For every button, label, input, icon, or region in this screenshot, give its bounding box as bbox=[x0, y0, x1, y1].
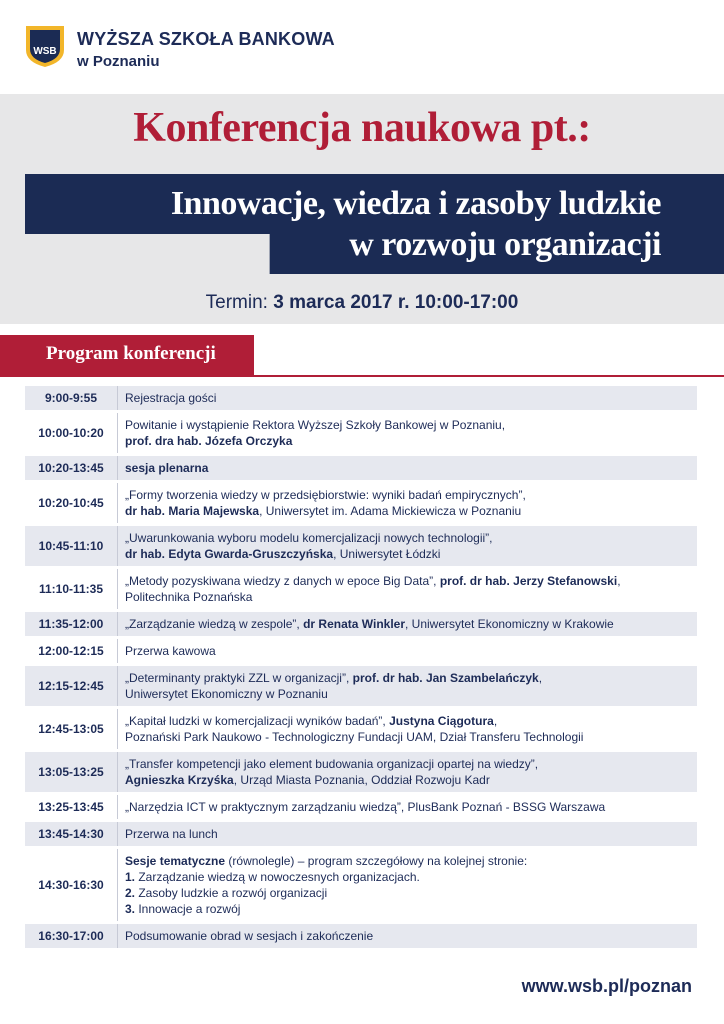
schedule-time: 12:15-12:45 bbox=[25, 666, 118, 706]
schedule-row bbox=[25, 795, 697, 819]
schedule-time: 13:05-13:25 bbox=[25, 752, 118, 792]
schedule-row bbox=[25, 849, 697, 921]
schedule-time: 10:20-13:45 bbox=[25, 456, 118, 480]
schedule-description: „Narzędzia ICT w praktycznym zarządzaniu wiedzą”, PlusBank Poznań - BSSG Warszawa bbox=[125, 800, 606, 814]
schedule-time: 12:00-12:15 bbox=[25, 639, 118, 663]
date-label: Termin: bbox=[205, 292, 268, 313]
schedule-description: Powitanie i wystąpienie Rektora Wyższej Szkoły Bankowej w Poznaniu, prof. dra hab. Józefa Orczyka bbox=[125, 418, 506, 448]
schedule-description: „Metody pozyskiwana wiedzy z danych w epoce Big Data”, prof. dr hab. Jerzy Stefanowski, Politechnika Poznańska bbox=[125, 574, 621, 604]
schedule-time: 11:35-12:00 bbox=[25, 612, 118, 636]
logo-text: WSB bbox=[33, 46, 57, 57]
schedule-row bbox=[25, 752, 697, 792]
schedule-time: 10:45-11:10 bbox=[25, 526, 118, 566]
schedule-time: 14:30-16:30 bbox=[25, 849, 118, 921]
program-divider bbox=[0, 375, 724, 377]
schedule-time: 10:00-10:20 bbox=[25, 413, 118, 453]
schedule-description: „Uwarunkowania wyboru modelu komercjalizacji nowych technologii”, dr hab. Edyta Gwarda-Gruszczyńska, Uniwersytet Łódzki bbox=[125, 531, 493, 561]
schedule-description: Podsumowanie obrad w sesjach i zakończenie bbox=[125, 929, 374, 943]
schedule-row bbox=[25, 612, 697, 636]
program-heading: Program konferencji bbox=[46, 343, 216, 364]
footer-url[interactable]: www.wsb.pl/poznan bbox=[521, 976, 692, 996]
date-value: 3 marca 2017 r. 10:00-17:00 bbox=[273, 292, 519, 313]
schedule-row bbox=[25, 526, 697, 566]
schedule-description: Przerwa na lunch bbox=[125, 827, 218, 841]
schedule-time: 12:45-13:05 bbox=[25, 709, 118, 749]
conference-title: Konferencja naukowa pt.: bbox=[133, 105, 591, 151]
conference-date bbox=[0, 292, 724, 314]
schedule-row bbox=[25, 639, 697, 663]
schedule-row bbox=[25, 413, 697, 453]
school-name: WYŻSZA SZKOŁA BANKOWA bbox=[77, 29, 335, 49]
schedule-row bbox=[25, 483, 697, 523]
schedule-row bbox=[25, 456, 697, 480]
schedule-row bbox=[25, 822, 697, 846]
schedule-time: 11:10-11:35 bbox=[25, 569, 118, 609]
schedule-row bbox=[25, 924, 697, 948]
schedule-time: 13:25-13:45 bbox=[25, 795, 118, 819]
schedule-time: 9:00-9:55 bbox=[25, 386, 118, 410]
schedule-description: „Formy tworzenia wiedzy w przedsiębiorstwie: wyniki badań empirycznych”, dr hab. Maria Majewska, Uniwersytet im. Adama Mickiewicza w Poznaniu bbox=[125, 488, 526, 518]
wsb-logo bbox=[24, 24, 66, 68]
schedule-time: 16:30-17:00 bbox=[25, 924, 118, 948]
schedule-row bbox=[25, 386, 697, 410]
schedule-row bbox=[25, 709, 697, 749]
schedule-description: „Zarządzanie wiedzą w zespole”, dr Renata Winkler, Uniwersytet Ekonomiczny w Krakowie bbox=[125, 617, 614, 631]
schedule-time: 10:20-10:45 bbox=[25, 483, 118, 523]
schedule-description: Rejestracja gości bbox=[125, 391, 217, 405]
conference-subtitle-line2: w rozwoju organizacji bbox=[349, 226, 661, 263]
schedule-table bbox=[25, 386, 697, 951]
schedule-description: Sesje tematyczne (równolegle) – program szczegółowy na kolejnej stronie: 1. Zarządzanie wiedzą w nowoczesnych organizacjach. 2. Zasoby ludzkie a rozwój organizacji 3. Innowacje a rozwój bbox=[125, 854, 528, 916]
school-city: w Poznaniu bbox=[77, 53, 160, 70]
schedule-row bbox=[25, 569, 697, 609]
schedule-description: „Transfer kompetencji jako element budowania organizacji opartej na wiedzy”, Agnieszka Krzyśka, Urząd Miasta Poznania, Oddział Rozwoju Kadr bbox=[125, 757, 539, 787]
schedule-time: 13:45-14:30 bbox=[25, 822, 118, 846]
schedule-description: „Kapitał ludzki w komercjalizacji wyników badań”, Justyna Ciągotura, Poznański Park Naukowo - Technologiczny Fundacji UAM, Dział Transferu Technologii bbox=[125, 714, 584, 744]
schedule-description: „Determinanty praktyki ZZL w organizacji”, prof. dr hab. Jan Szambelańczyk, Uniwersytet Ekonomiczny w Poznaniu bbox=[125, 671, 543, 701]
schedule-description: Przerwa kawowa bbox=[125, 644, 216, 658]
schedule-description: sesja plenarna bbox=[125, 461, 209, 475]
conference-subtitle-line1: Innowacje, wiedza i zasoby ludzkie bbox=[170, 185, 661, 222]
schedule-row bbox=[25, 666, 697, 706]
